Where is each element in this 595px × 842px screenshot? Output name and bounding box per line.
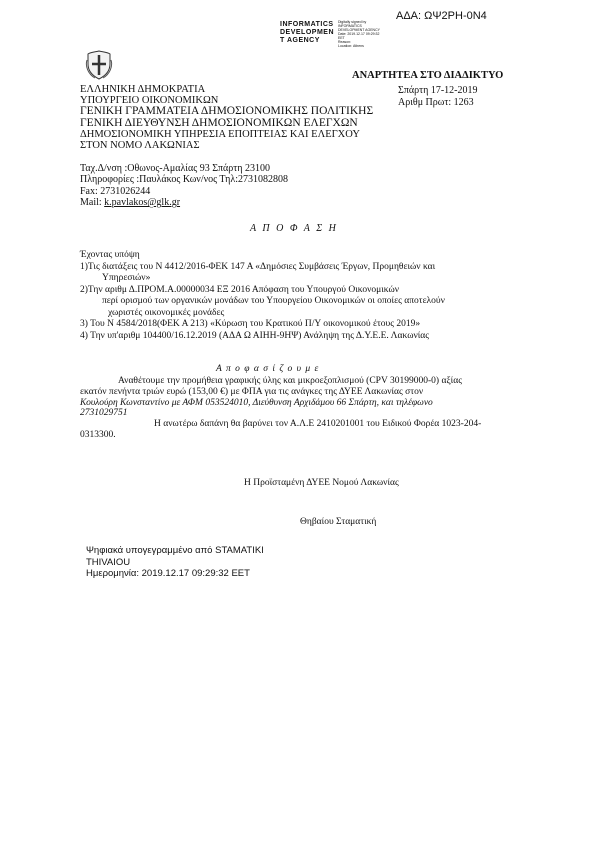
digital-signature-line: THIVAIOU [86,556,131,568]
decision-line: 2731029751 [80,408,128,419]
considering-item: 1)Τις διατάξεις του Ν 4412/2016-ΦΕΚ 147 Α «Δημόσιες Συμβάσεις Έργων, Προμηθειών και [80,261,436,272]
address: Ταχ.Δ/νση :Οθωνος-Αμαλίας 93 Σπάρτη 23100 [80,163,271,174]
letterhead [80,84,373,151]
signatory-name: Θηβαίου Σταματική [300,517,377,527]
decision-line: εκατόν πενήντα τριών ευρώ (153,00 €) με ΦΠΑ για τις ανάγκες της ΔΥΕΕ Λακωνίας στον [80,386,424,397]
logo-signature-small [338,20,380,48]
protocol-number: Αριθμ Πρωτ: 1263 [398,97,474,108]
mail-link[interactable]: k.pavlakos@glk.gr [104,197,181,209]
considering-intro: Έχοντας υπόψη [80,250,140,260]
greek-emblem-icon [85,50,113,83]
logo-small-line: Location: Athens [338,44,364,48]
decision-section [80,376,520,441]
header-line: ΓΕΝΙΚΗ ΔΙΕΥΘΥΝΣΗ ΔΗΜΟΣΙΟΝΟΜΙΚΩΝ ΕΛΕΓΧΩΝ [80,116,358,129]
ada-code: ΑΔΑ: ΩΨ2ΡΗ-0Ν4 [396,10,487,22]
decision-line: 0313300. [80,429,116,440]
considering-item: 2)Την αριθμ Δ.ΠΡΟΜ.Α.00000034 ΕΞ 2016 Απόφαση του Υπουργού Οικονομικών [80,284,400,295]
signatory-role: Η Προϊσταμένη ΔΥΕΕ Νομού Λακωνίας [244,478,399,488]
digital-signature-line: Ψηφιακά υπογεγραμμένο από STAMATIKI [86,545,264,556]
header-line: ΕΛΛΗΝΙΚΗ ΔΗΜΟΚΡΑΤΙΑ [80,84,206,95]
document-date-block [398,85,478,109]
logo-line: DEVELOPMEN [280,29,335,36]
considering-item: περί ορισμού των οργανικών μονάδων του Υπουργείου Οικονομικών οι οποίες αποτελούν [102,296,445,306]
logo-line: INFORMATICS [280,21,334,28]
digital-signature-line: Ημερομηνία: 2019.12.17 09:29:32 EET [86,568,250,579]
logo-small-line: EET [338,36,345,40]
document-title: Α Π Ο Φ Α Σ Η [250,223,338,234]
contact-block [80,163,288,209]
considering-item: 3) Του Ν 4584/2018(ΦΕΚ Α 213) «Κύρωση του Κρατικού Π/Υ οικονομικού έτους 2019» [80,319,421,329]
decision-line: Αναθέτουμε την προμήθεια γραφικής ύλης και μικροεξοπλισμού (CPV 30199000-0) αξίας [118,376,462,386]
contact-info: Πληροφορίες :Παυλάκος Κων/νος Τηλ:2731082808 [80,174,288,186]
document-date: Σπάρτη 17-12-2019 [398,85,478,96]
considering-section [80,250,510,342]
informatics-logo-text [280,21,334,45]
logo-small-line: Digitally signed by [338,20,367,24]
considering-item: χωριστές οικονομικές μονάδες [108,307,225,318]
header-line: ΓΕΝΙΚΗ ΓΡΑΜΜΑΤΕΙΑ ΔΗΜΟΣΙΟΝΟΜΙΚΗΣ ΠΟΛΙΤΙΚΗΣ [80,105,374,118]
posted-online-label: ΑΝΑΡΤΗΤΕΑ ΣΤΟ ΔΙΑΔΙΚΤΥΟ [352,70,504,81]
mail-label: Mail: [80,197,105,209]
logo-small-line: DEVELOPMENT AGENCY [338,28,380,32]
digital-signature [86,545,264,580]
fax: Fax: 2731026244 [80,185,151,197]
header-line: ΔΗΜΟΣΙΟΝΟΜΙΚΗ ΥΠΗΡΕΣΙΑ ΕΠΟΠΤΕΙΑΣ ΚΑΙ ΕΛΕΓΧΟΥ [80,128,360,140]
logo-small-line: INFORMATICS [338,24,362,28]
considering-item: Υπηρεσιών» [102,273,151,283]
header-line: ΥΠΟΥΡΓΕΙΟ ΟΙΚΟΝΟΜΙΚΩΝ [80,95,219,107]
logo-small-line: Date: 2019.12.17 09:29:32 [338,32,380,36]
mail-row [80,197,288,208]
considering-item: 4) Την υπ'αριθμ 104400/16.12.2019 (ΑΔΑ Ω ΑΙΗΗ-9ΗΨ) Ανάληψη της Δ.Υ.Ε.Ε. Λακωνίας [80,330,430,341]
decision-line: Κουλούρη Κωνσταντίνο με ΑΦΜ 053524010, Διεύθυνση Αρχιδάμου 66 Σπάρτη, και τηλέφωνο [80,397,433,408]
logo-line: T AGENCY [280,37,320,44]
decision-heading: Α π ο φ α σ ί ζ ο υ μ ε [216,364,320,374]
header-line: ΣΤΟΝ ΝΟΜΟ ΛΑΚΩΝΙΑΣ [80,140,200,152]
logo-small-line: Reason: [338,40,352,44]
decision-line: Η ανωτέρω δαπάνη θα βαρύνει τον Α.Λ.Ε 2410201001 του Ειδικού Φορέα 1023-204- [154,419,482,430]
